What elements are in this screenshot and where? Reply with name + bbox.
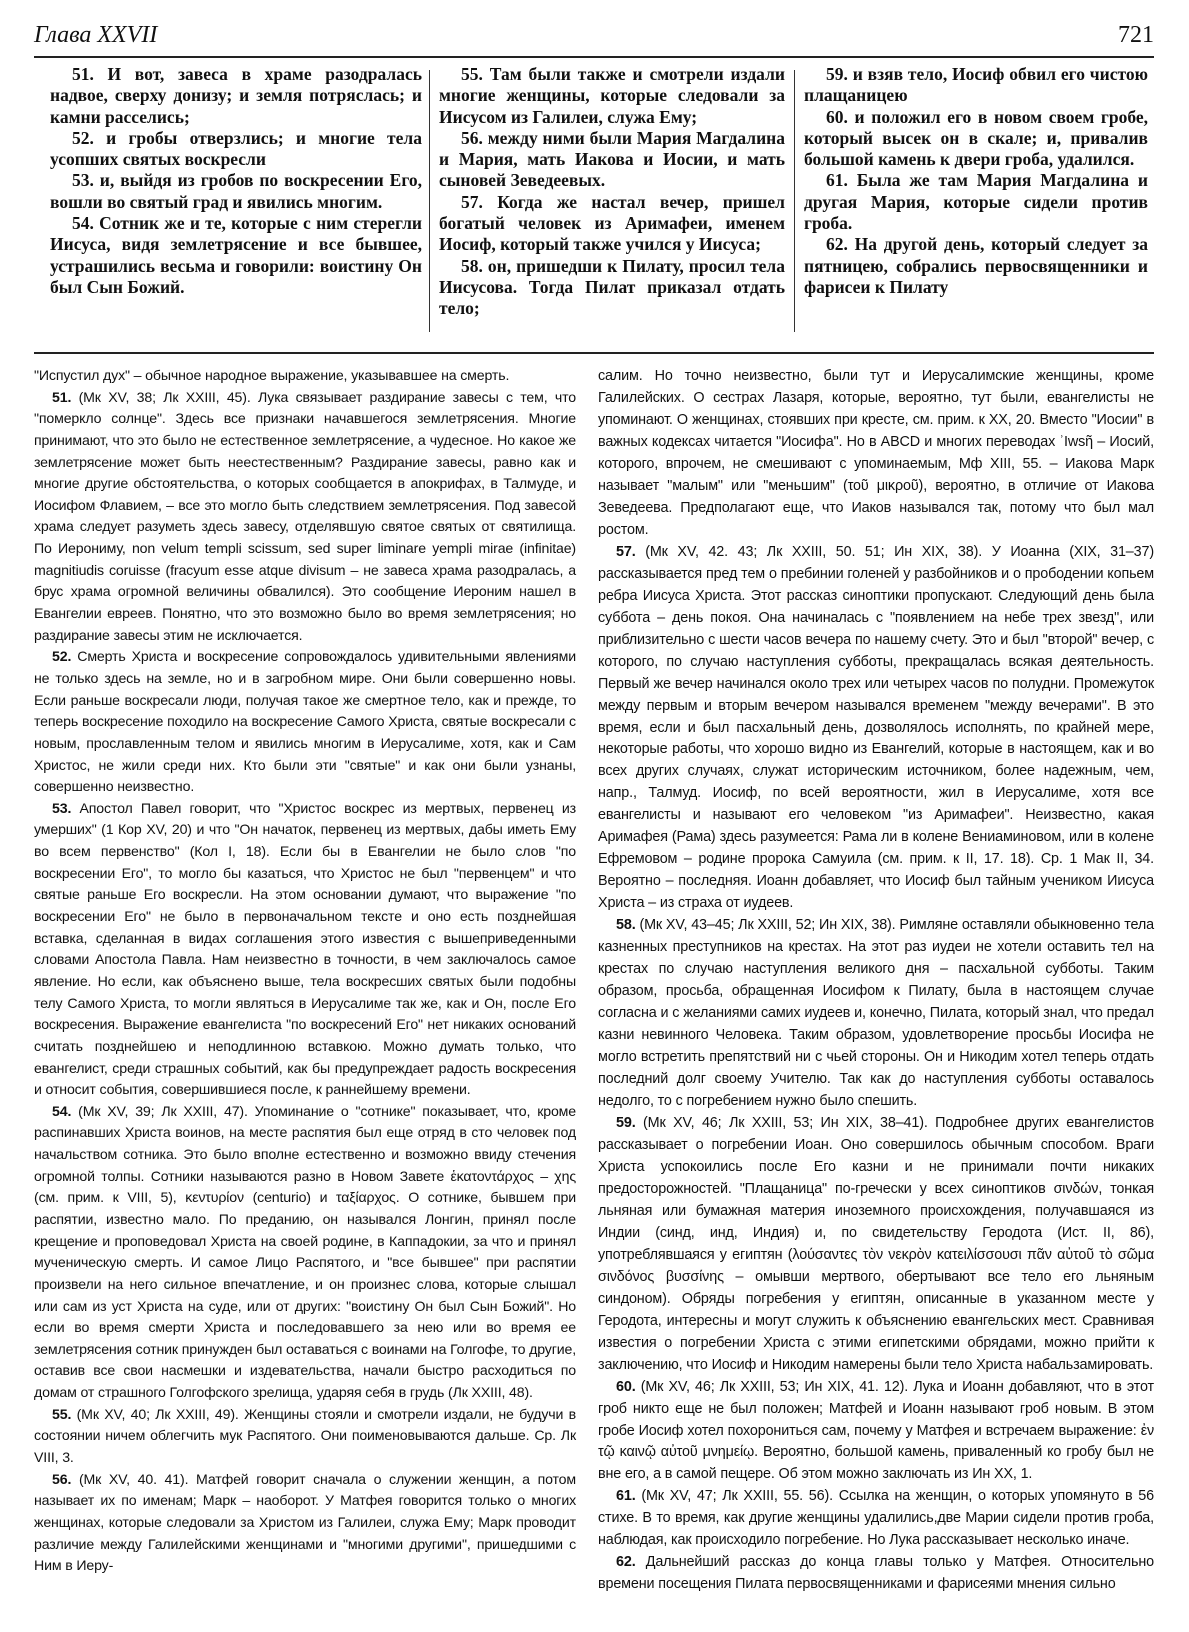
commentary-paragraph: 62. Дальнейший рассказ до конца главы только у Матфея. Относительно времени посещения Пилата первосвященниками и фарисеями мнения сильно [598,1554,1154,1593]
commentary-column-1 [34,366,576,1578]
scripture-column-3 [804,64,1148,298]
verse-61: 61. Была же там Мария Магдалина и другая Мария, которые сидели против гроба. [804,170,1148,234]
verse-59: 59. и взяв тело, Иосиф обвил его чистою плащаницею [804,64,1148,106]
commentary-paragraph: 52. Смерть Христа и воскресение сопровождалось удивительными явлениями не только здесь на земле, но и в загробном мире. Они были совершенно новы. Если раньше воскресали люди, получая такое же смертное тело, как и прежде, то теперь воскресение походило на воскресение Самого Христа, святые воскресали с новым, прославленным телом и явились многим в Иерусалиме, хотя, как и Сам Христос, не жили среди них. Кто были эти "святые" и как они были узнаны, совершенно неизвестно. [34,649,576,796]
chapter-title: Глава XXVII [34,22,158,48]
page-header [34,22,1154,52]
column-divider [429,70,430,332]
commentary-paragraph: 56. (Мк XV, 40. 41). Матфей говорит сначала о служении женщин, а потом называет их по именам; Марк – наоборот. У Матфея говорится только о многих женщинах, которые следовали за Христом из Галилеи, служа Ему; Марк проводит различие между Галилейскими женщинами и "многими другими", пришедшими с Ним в Иеру- [34,1471,576,1575]
section-rule [34,352,1154,354]
commentary-paragraph: 57. (Мк XV, 42. 43; Лк XXIII, 50. 51; Ин XIX, 38). У Иоанна (XIX, 31–37) рассказывается пред тем о пребинии голеней у разбойников и о прободении копьем ребра Иисуса Христа. Этот рассказ синоптики пропускают. Следующий день была суббота – день покоя. Она начиналась с "появлением на небе трех звезд", или приблизительно с шести часов вечера по нашему счету. Это и был "второй" вечер, с которого, по случаю наступления субботы, прекращалась всякая деятельность. Первый же вечер начинался около трех или четырех часов по полудни. Промежуток между первым и вторым вечером назывался временем "между вечерами". В это время, если и был пасхальный день, дозволялось исполнять, по крайней мере, некоторые работы, что хорошо видно из Евангелий, которые в настоящем, как и во всех других случаях, служат историческим источником, более надежным, чем, напр., Талмуд. Иосиф, по всей вероятности, жил в Иерусалиме, хотя все евангелисты и называют его человеком "из Аримафеи". Неизвестно, какая Аримафея (Рама) здесь разумеется: Рама ли в колене Вениаминовом, или в колене Ефремовом – родине пророка Самуила (см. прим. к II, 17. 18). Ср. 1 Мак II, 34. Вероятно – последняя. Иоанн добавляет, что Иосиф был тайным учеником Иисуса Христа – из страха от иудеев. [598,543,1154,912]
verse-52: 52. и гробы отверзлись; и многие тела усопших святых воскресли [50,127,422,170]
commentary-paragraph: 54. (Мк XV, 39; Лк XXIII, 47). Упоминание о "сотнике" показывает, что, кроме распинавших Христа воинов, на месте распятия был еще отряд в сто человек под начальством сотника. Это было вполне естественно и возможно ввиду стечения огромной толпы. Сотники называются разно в Новом Завете ἑκατοντάρχος – χης (см. прим. к VIII, 5), κεντυρίον (centurio) и ταξίαρχος. О сотнике, бывшем при распятии, известно мало. По преданию, он назывался Лонгин, принял после крещение и проповедовал Христа на своей родине, в Каппадокии, за что и принял мученическую смерть. И самое Лицо Распятого, и "все бывшее" при распятии произвели на него сильное впечатление, и он произнес слова, которые слышал или сам из уст Христа на суде, или от других: "воистину Он был Сын Божий". Но если во время смерти Христа и последовавшего за нею или во время ее землетрясения сотник принужден был оставаться с воинами на Голгофе, то другие, оставив все свои насмешки и издевательства, начали быстро расходиться по домам от страшного Голгофского зрелища, ударяя себя в грудь (Лк XXIII, 48). [34,1103,576,1402]
commentary-paragraph: 53. Апостол Павел говорит, что "Христос воскрес из мертвых, первенец из умерших" (1 Кор XV, 20) и что "Он начаток, первенец из мертвых, дабы иметь Ему во всем первенство" (Кол I, 18). Если бы в Евангелии не было слов "по воскресении Его", то могло бы казаться, что Христос не был "первенцем" и что святые раньше Его воскресли. На этом основании думают, что выражение "по воскресении Его" не было в первоначальном тексте и оно есть позднейшая вставка, сделанная в видах соглашения этого известия с вышеприведенными словами Апостола Павла. Нам неизвестно в точности, в чем заключалось самое явление. Но если, как объяснено выше, тела воскресших святых были подобны телу Самого Христа, то могли являться в Иерусалиме так же, как и Он, после Его воскресения. Выражение евангелиста "по воскресений Его" нет никаких оснований считать позднейшею и неподлинною вставкою. Можно думать только, что евангелист, среди страшных событий, как бы предупреждает радость воскресения и относит события, совершившиеся после, к раннейшему времени. [34,800,576,1099]
verse-57: 57. Когда же настал вечер, пришел богатый человек из Аримафеи, именем Иосиф, который также учился у Иисуса; [439,191,785,255]
commentary-paragraph: 58. (Мк XV, 43–45; Лк XXIII, 52; Ин XIX, 38). Римляне оставляли обыкновенно тела казненных преступников на крестах. На этот раз иудеи не хотели оставить тел на крестах по случаю наступления великого дня – пасхальной субботы. Таким образом, просьба, обращенная Иосифом к Пилату, была в настоящем случае согласна и с желаниями самих иудеев и, конечно, Пилата, который знал, что предал казни невинного Человека. Таким образом, удовлетворение просьбы Иосифа не могло встретить препятствий ни с чьей стороны. Он и Никодим хотел теперь отдать последний долг своему Учителю. Так как до наступления субботы оставалось недолго, то с погребением нужно было спешить. [598,917,1154,1109]
header-rule [34,56,1154,58]
page-number: 721 [1118,22,1154,48]
verse-53: 53. и, выйдя из гробов по воскресении Его, вошли во святый град и явились многим. [50,170,422,212]
column-divider [794,70,795,332]
commentary-paragraph: "Испустил дух" – обычное народное выражение, указывавшее на смерть. [34,368,510,384]
verse-56: 56. между ними были Мария Магдалина и Мария, мать Иакова и Иосии, и мать сыновей Зеведеевых. [439,127,785,191]
verse-58: 58. он, пришедши к Пилату, просил тела Иисусова. Тогда Пилат приказал отдать тело; [439,255,785,319]
verse-62: 62. На другой день, который следует за пятницею, собрались первосвященники и фарисеи к Пилату [804,234,1148,297]
commentary-paragraph: 59. (Мк XV, 46; Лк XXIII, 53; Ин XIX, 38–41). Подробнее других евангелистов рассказывает о погребении Иоан. Оно совершилось обычным способом. Враги Христа успокоились после Его казни и не принимали почти никаких предосторожностей. "Плащаница" по-гречески у всех синоптиков σινδών, тонкая льняная или бумажная материя иноземного происхождения, получавшаяся из Индии (синд, инд, Индия) и, по свидетельству Геродота (Ист. II, 86), употреблявшаяся у египтян (λούσαντες τὸν νεκρὸν κατειλίσσουσι πᾶν αὐτοῦ τὸ σῶμα σινδόνος βυσσίνης – омывши мертвого, обертывают все тело его льняным синдоном). Обряды погребения у египтян, описанные в указанном месте у Геродота, интересны и могут служить к объяснению евангельских мест. Сравнивая известия о погребении Христа с этими египетскими обрядами, можно прийти к заключению, что Иосиф и Никодим намерены были тело Христа набальзамировать. [598,1114,1154,1373]
commentary-paragraph: 55. (Мк XV, 40; Лк XXIII, 49). Женщины стояли и смотрели издали, не будучи в состоянии ничем облегчить мук Распятого. Они поименовываются дальше. Ср. Лк VIII, 3. [34,1406,576,1467]
verse-54: 54. Сотник же и те, которые с ним стерегли Иисуса, видя землетрясение и все бывшее, устрашились весьма и говорили: воистину Он был Сын Божий. [50,213,422,297]
commentary-column-2 [598,366,1154,1596]
commentary-paragraph: 60. (Мк XV, 46; Лк XXIII, 53; Ин XIX, 41. 12). Лука и Иоанн добавляют, что в этот гроб никто еще не был положен; Матфей и Иоанн называют гроб новым. В этом гробе Иосиф хотел похорониться сам, почему у Матфея и встречаем выражение: ἐν τῷ καινῷ αὐτοῦ μνημείῳ. Вероятно, большой камень, привaленный ко гробу был не вне его, а в самой пещере. Об этом можно заключать из Ин XX, 1. [598,1378,1154,1483]
verse-51: 51. И вот, завеса в храме разодралась надвое, сверху донизу; и земля потряслась; и камни расселись; [50,64,422,127]
scripture-column-2 [439,64,785,320]
commentary-paragraph: 61. (Мк XV, 47; Лк XXIII, 55. 56). Ссылка на женщин, о которых упомянуто в 56 стихе. В то время, как другие женщины удалились,две Марии сидели против гроба, наблюдая, как происходило погребение. Но Лука рассказывает несколько иначе. [598,1488,1154,1549]
commentary-paragraph: салим. Но точно неизвестно, были тут и Иерусалимские женщины, кроме Галилейских. О сестрах Лазаря, которые, вероятно, тут были, евангелисты не упоминают. О женщинах, стоявших при кресте, см. прим. к XX, 20. Вместо "Иосии" в важных кодексах читается "Иосифа". Но в ABCD и многих переводах ʾIwsῆ – Иосий, которого, впрочем, не смешивают с упоминаемым, Мф XIII, 55. – Иакова Марк называет "малым" или "меньшим" (τοῦ μικροῦ), вероятно, в отличие от Иакова Зеведеева. Предполагают еще, что Иаков назывался так, потому что был мал ростом. [598,368,1154,538]
verse-55: 55. Там были также и смотрели издали многие женщины, которые следовали за Иисусом из Галилеи, служа Ему; [439,64,785,127]
verse-60: 60. и положил его в новом своем гробе, который высек он в скале; и, привалив большой камень к двери гроба, удалился. [804,106,1148,170]
commentary-paragraph: 51. (Мк XV, 38; Лк XXIII, 45). Лука связывает раздирание завесы с тем, что "померкло солнце". Здесь все признаки начавшегося землетрясения. Многие принимают, что это было не естественное землетрясение, а чудесное. Но какое же землетрясение может быть неестественным? Раздирание завесы, равно как и многие другие обстоятельства, о которых сообщается в апокрифах, в Талмуде, и Иосифом Флавием, – все это могло быть следствием землетрясения. Под завесой храма следует разуметь здесь завесу, отделявшую святое святых от святилища. По Иерониму, non velum templi scissum, sed super liminare yempli mirae (infinitae) magnitiudis coruisse (fracyum esse atque divisum – не завеса храма разодралась, а брус храма огромной величины обвалился). Это сообщение Иероним нашел в Евангелии евреев. Понятно, что это возможно было во время землетрясения; но раздирание завесы этим не исключается. [34,389,576,644]
scripture-text [34,64,1154,354]
scripture-column-1 [50,64,422,298]
